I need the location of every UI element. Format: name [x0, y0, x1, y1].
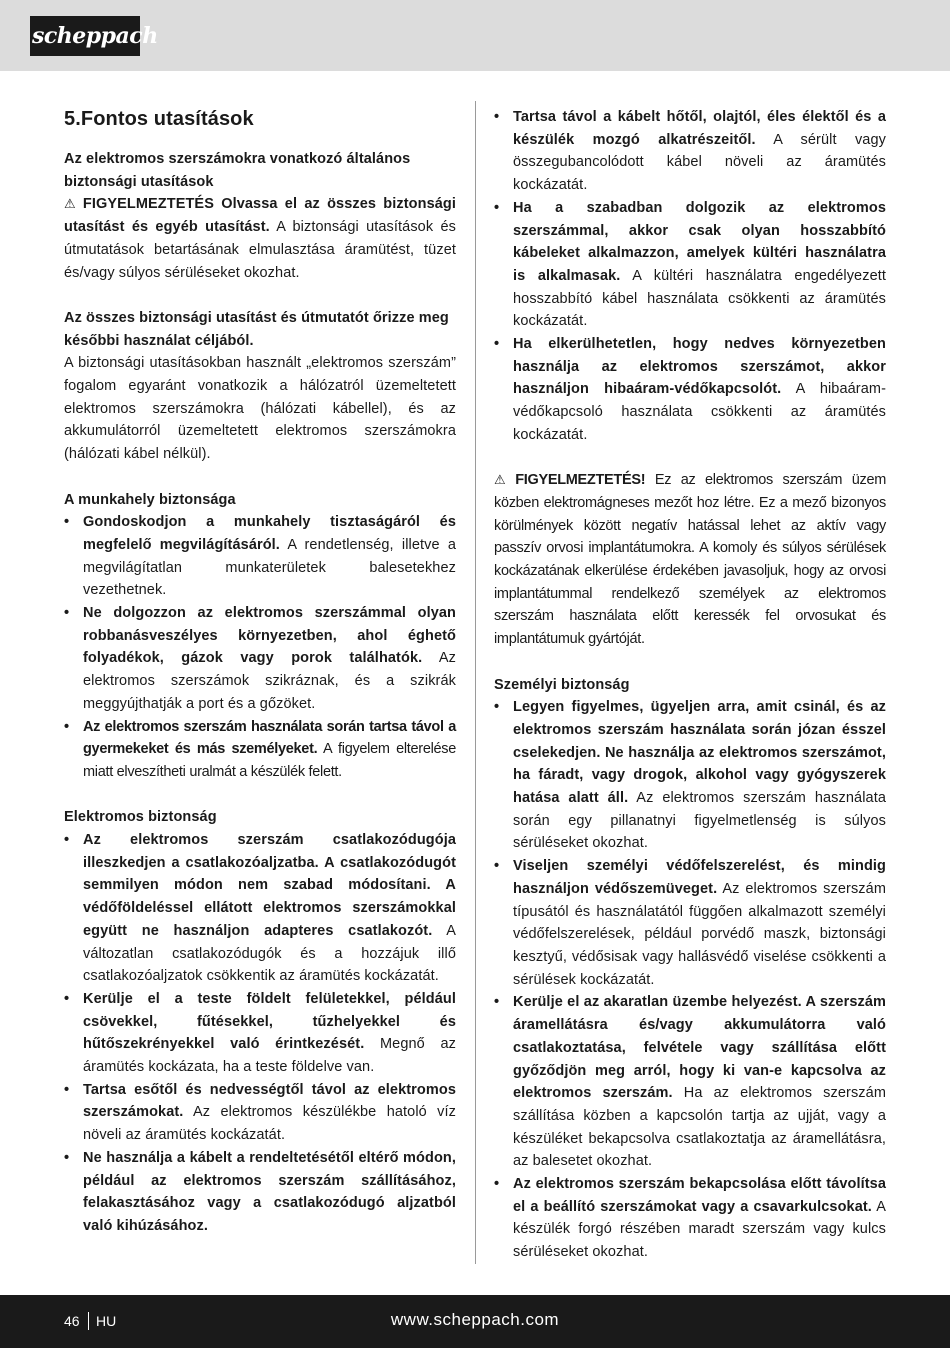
warning-body-text: A biztonsági utasítások és útmutatások betartásának elmulasztása áramütést, tüzet és/vagy súlyos sérüléseket okozhat.	[64, 219, 456, 281]
right-column	[494, 106, 886, 1264]
list-item-text: A készülék forgó részében maradt szerszám vagy kulcs sérüléseket okozhat.	[513, 1198, 886, 1261]
list-item-bold: Gondoskodjon a munkahely tisztaságáról és megfelelő megvilágításáról.	[83, 514, 456, 553]
warning-bold-text: FIGYELMEZTETÉS Olvassa el az összes biztonsági utasítást és egyéb utasítást.	[64, 196, 456, 236]
section-title: 5.Fontos utasítások	[64, 108, 254, 130]
list-item-bold: Ne használja a kábelt a rendeltetésétől eltérő módon, például az elektromos szerszám szállításához, felakasztásához vagy a csatlakozódugó aljzatból való kihúzásához.	[83, 1149, 456, 1234]
list-item	[64, 829, 456, 988]
list-item-bold: Kerülje el az akaratlan üzembe helyezést. A szerszám áramellátásra és/vagy akkumulátorra való csatlakoztatása, felvétele vagy szállítása előtt győződjön meg arról, hogy ki van-e kapcsolva az elektromos szerszám.	[513, 994, 886, 1102]
language-code: HU	[96, 1313, 117, 1329]
list-item-text: Az elektromos készülékbe hatoló víz növeli az áramütés kockázatát.	[83, 1104, 456, 1144]
list-item	[494, 855, 886, 991]
list-item-bold: Tartsa esőtől és nedvességtől távol az elektromos szerszámokat.	[83, 1081, 456, 1121]
list-item-text: Az elektromos szerszámok szikráznak, és a szikrák meggyújthatják a port és a gőzöket.	[83, 650, 457, 712]
left-column	[64, 106, 456, 1238]
personal-safety-list	[494, 696, 886, 1264]
electrical-safety-list	[64, 829, 456, 1238]
list-item-text: A sérült vagy összegubancolódott kábel növeli az áramütés kockázatát.	[513, 131, 886, 194]
list-item	[494, 106, 886, 197]
list-item-bold: Tartsa távol a kábelt hőtől, olajtól, éles élektől és a készülék mozgó alkatrészeitől.	[513, 109, 886, 148]
list-item-text: Megnő az áramütés kockázata, ha a teste földelve van.	[83, 1036, 457, 1076]
warning-bold-text: FIGYELMEZTETÉS!	[515, 472, 646, 489]
cable-safety-list	[494, 106, 886, 447]
list-item	[64, 716, 456, 784]
header-bar	[0, 0, 950, 71]
list-item	[64, 1147, 456, 1238]
work-area-heading: A munkahely biztonsága	[64, 491, 236, 508]
list-item	[494, 333, 886, 447]
list-item-bold: Kerülje el a teste földelt felületekkel, például csövekkel, fűtésekkel, tűzhelyekkel és hűtőszekrényekkel való érintkezését.	[83, 990, 456, 1053]
column-divider	[475, 101, 476, 1264]
list-item-text: A figyelem elterelése miatt elveszítheti uralmát a készülék felett.	[83, 741, 456, 780]
footer-bar	[0, 1295, 950, 1348]
list-item-bold: Ha a szabadban dolgozik az elektromos szerszámmal, akkor csak olyan hosszabbító kábeleket alkalmazzon, amelyek kültéri használatra is alkalmasak.	[513, 199, 886, 284]
list-item-bold: Legyen figyelmes, ügyeljen arra, amit csinál, és az elektromos szerszám használata során józan ésszel cselekedjen. Ne használja az elektromos szerszámot, ha fáradt, vagy drogok, alkohol vagy gyógyszerek hatása alatt áll.	[513, 699, 886, 807]
list-item	[64, 988, 456, 1079]
list-item-text: A rendetlenség, illetve a megvilágítatlan munkaterületek balesetekhez vezethetnek.	[83, 536, 456, 599]
definition-paragraph: A biztonsági utasításokban használt „elektromos szerszám” fogalom egyaránt vonatkozik a hálózatról üzemeltetett elektromos szerszámokra (hálózati kábellel), és az akkumulátorról üzemeltetett elektromos szerszámokra (hálózati kábel nélkül).	[64, 355, 456, 463]
list-item-bold: Ha elkerülhetetlen, hogy nedves környezetben használja az elektromos szerszámot, akkor használjon hibaáram-védőkapcsolót.	[513, 336, 886, 398]
website-link[interactable]: www.scheppach.com	[390, 1310, 560, 1329]
list-item-bold: Az elektromos szerszám használata során tartsa távol a gyermekeket és más személyeket.	[83, 718, 456, 758]
electrical-safety-heading: Elektromos biztonság	[64, 809, 217, 826]
list-item-bold: Viseljen személyi védőfelszerelést, és mindig használjon védőszemüveget.	[513, 858, 886, 897]
list-item-bold: Ne dolgozzon az elektromos szerszámmal olyan robbanásveszélyes környezetben, ahol éghető folyadékok, gázok vagy porok találhatók.	[83, 605, 456, 667]
list-item	[494, 197, 886, 333]
list-item	[494, 1173, 886, 1264]
warning-body-text: Ez az elektromos szerszám üzem közben elektromágneses mezőt hoz létre. Ez a mező bizonyos körülmények között negatív hatással lehet az aktív vagy passzív orvosi implantátumokra. A komoly és súlyos sérülések kockázatának elkerülése érdekében javasoljuk, hogy az orvosi implantátummal rendelkező személyek az elektromos szerszám használata előtt keressék fel orvosukat és implantátumuk gyártóját.	[494, 472, 886, 648]
list-item-bold: Az elektromos szerszám bekapcsolása előtt távolítsa el a beállító szerszámokat vagy a csavarkulcsokat.	[513, 1176, 886, 1215]
list-item	[64, 1079, 456, 1147]
warning-triangle-icon: ⚠	[64, 196, 79, 212]
keep-instructions-heading: Az összes biztonsági utasítást és útmutatót őrizze meg későbbi használat céljából.	[64, 309, 449, 349]
general-safety-heading: Az elektromos szerszámokra vonatkozó általános biztonsági utasítások	[64, 151, 411, 190]
list-item-bold: Az elektromos szerszám csatlakozódugója illeszkedjen a csatlakozóaljzatba. A csatlakozódugót semmilyen módon nem szabad módosítani. A védőföldeléssel ellátott elektromos szerszámokkal együtt ne használjon adapteres csatlakozót.	[83, 832, 456, 939]
personal-safety-heading: Személyi biztonság	[494, 676, 630, 693]
list-item	[494, 991, 886, 1173]
warning-triangle-icon: ⚠	[494, 472, 512, 488]
scheppach-logo	[30, 16, 158, 56]
list-item-text: A változatlan csatlakozódugók és a hozzájuk illő csatlakozóaljzatok csökkentik az áramütés kockázatát.	[83, 922, 456, 985]
list-item-text: Az elektromos szerszám típusától és használatától függően alkalmazott személyi védőfelszerelések, például porvédő maszk, biztonsági kesztyű, védősisak vagy hallásvédő viselése csökkenti a sérülések kockázatát.	[513, 880, 886, 988]
list-item-text: Ha az elektromos szerszám szállítása közben a kapcsolón tartja az ujját, vagy a készüléket bekapcsolva csatlakoztatja az áramellátásra, az balesetet okozhat.	[513, 1085, 886, 1170]
list-item-text: A kültéri használatra engedélyezett hosszabbító kábel használata csökkenti az áramütés kockázatát.	[513, 267, 886, 330]
emf-warning-paragraph	[494, 469, 886, 651]
list-item-text: Az elektromos szerszám használata során egy pillanatnyi figyelmetlenség is súlyos sérüléseket okozhat.	[513, 790, 886, 852]
work-area-list	[64, 511, 456, 783]
list-item	[494, 696, 886, 855]
list-item-text: A hibaáram-védőkapcsoló használata csökkenti az áramütés kockázatát.	[513, 381, 887, 443]
list-item	[64, 511, 456, 602]
logo-text: scheppach	[32, 23, 158, 49]
list-item	[64, 602, 456, 716]
general-warning-paragraph	[64, 193, 456, 284]
page-number: 46	[64, 1313, 80, 1329]
